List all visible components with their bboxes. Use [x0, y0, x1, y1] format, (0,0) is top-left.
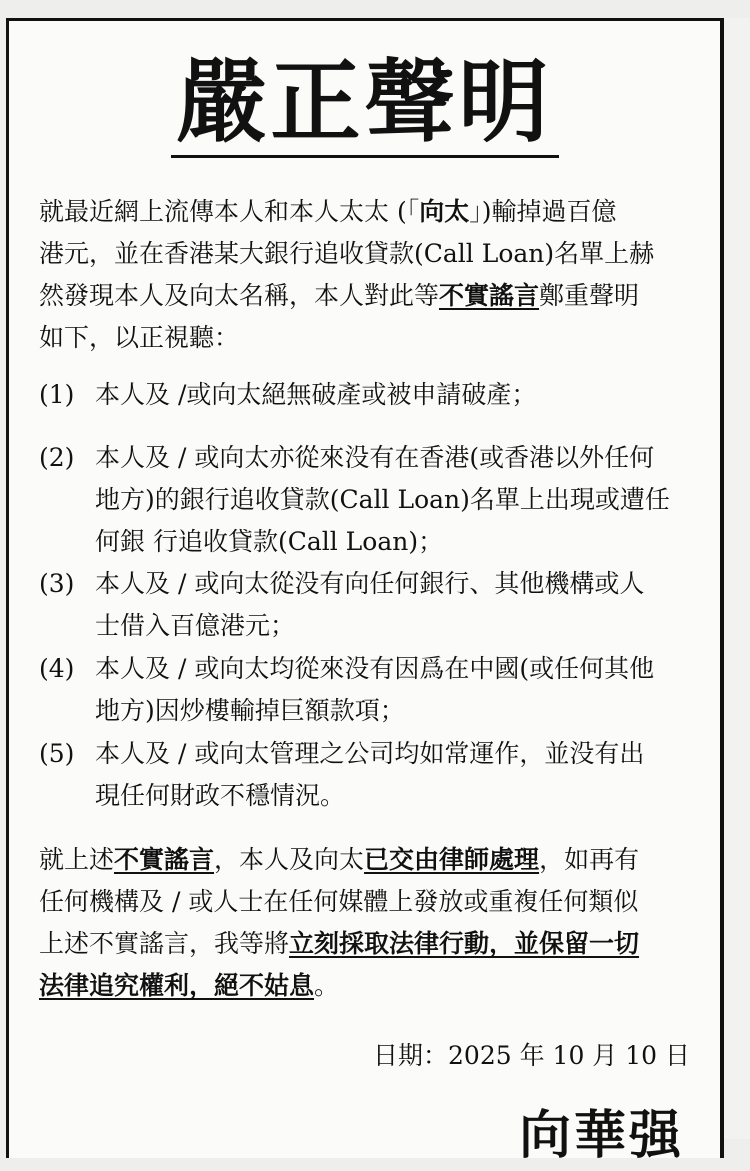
intro-line-4: 如下，以正視聽：	[39, 323, 240, 352]
page-margin	[724, 18, 750, 1139]
closing-line-4: 法律追究權利，絕不姑息。	[39, 971, 340, 1000]
signature: 向華强	[518, 1105, 684, 1166]
closing-paragraph	[39, 839, 711, 1007]
closing-line-3: 上述不實謠言，我等將立刻採取法律行動，並保留一切	[39, 929, 640, 958]
intro-line-1: 就最近網上流傳本人和本人太太 (「向太」)輸掉過百億	[39, 197, 617, 226]
document-title: 嚴正聲明	[9, 47, 720, 157]
statement-document: 嚴正聲明 就最近網上流傳本人和本人太太 (「向太」)輸掉過百億 港元，並在香港某大銀行追收貸款(Call Loan)名單上赫 然發現本人及向太名稱，本人對此等不實謠言鄭重聲明 如下，以正視聽： (1) 本人及 /或向太絕無破產或被申請破產； (2) 本人及 / 或向太亦從來没有在香港(或香港以外任何 地方)的銀行追收貸款(Call Loan)名單上出現或遭任 何銀 行追收貸款(Call Loan)； (3) 本人及 / 或向太從没有向任何銀行、其他機構或人 士借入百億港元； (4) 本人及 / 或向太均從來没有因爲在中國(或任何其他 地方)因炒樓輸掉巨額款項； (5) 本人及 / 或向太管理之公司均如常運作，並没有出 現任何財政不穩情況。 就上述不實謠言，本人及向太已交由律師處理，如再有 任何機構及 / 或人士在任何媒體上發放或重複任何類似 上述不實謠言，我等將立刻採取法律行動，並保留一切 法律追究權利，絕不姑息。 日期：2025 年 10 月 10 日 向華强	[6, 18, 724, 1158]
highlight-untrue-rumours: 不實謠言	[439, 281, 540, 310]
closing-line-1: 就上述不實謠言，本人及向太已交由律師處理，如再有	[39, 845, 640, 874]
intro-line-3: 然發現本人及向太名稱，本人對此等不實謠言鄭重聲明	[39, 281, 640, 310]
intro-paragraph	[39, 191, 711, 359]
statement-date: 日期：2025 年 10 月 10 日	[373, 1041, 690, 1070]
closing-line-2: 任何機構及 / 或人士在任何媒體上發放或重複任何類似	[39, 887, 639, 916]
intro-line-2: 港元，並在香港某大銀行追收貸款(Call Loan)名單上赫	[39, 239, 655, 268]
